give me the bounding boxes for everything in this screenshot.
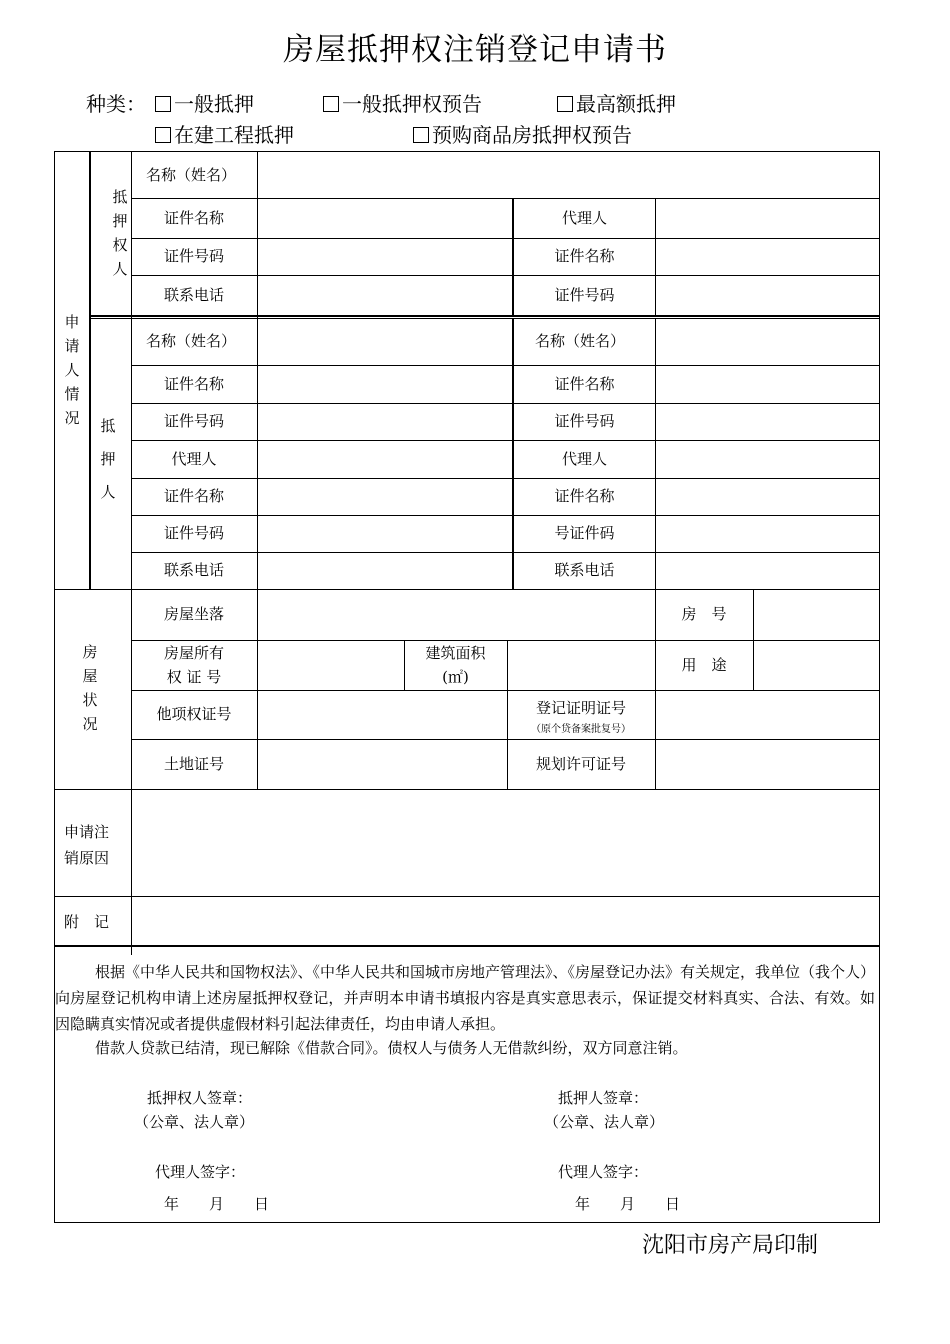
mortgagee-agent-label: 代理人 bbox=[561, 208, 607, 227]
mortgagor-signature-label: 抵押人签章： bbox=[558, 1089, 649, 1107]
type-option-presale[interactable]: 预购商品房抵押权预告 bbox=[413, 119, 632, 148]
checkbox[interactable] bbox=[155, 127, 171, 143]
cancel-reason-field[interactable] bbox=[133, 791, 878, 895]
type-option-construction[interactable]: 在建工程抵押 bbox=[155, 119, 294, 148]
checkbox[interactable] bbox=[413, 127, 429, 143]
mortgagor-left-agent-label: 代理人 bbox=[171, 449, 217, 468]
mortgagee-agent-field[interactable] bbox=[656, 199, 878, 237]
mortgagor-right-phone-label: 联系电话 bbox=[554, 561, 615, 580]
mortgagor-label: 抵 押 人 bbox=[100, 417, 116, 501]
other-cert-label: 他项权证号 bbox=[156, 705, 232, 724]
page-title: 房屋抵押权注销登记申请书 bbox=[283, 32, 667, 68]
mortgagee-name-label: 名称（姓名） bbox=[146, 165, 237, 184]
mortgagor-right-cert-name-label: 证件名称 bbox=[554, 374, 615, 393]
mortgagor-left-cert-name-label: 证件名称 bbox=[163, 374, 224, 393]
applicant-section-label: 申 请 人 情 况 bbox=[64, 313, 80, 427]
plan-permit-label: 规划许可证号 bbox=[535, 754, 626, 773]
cancel-reason-label: 申请注 销原因 bbox=[64, 823, 110, 867]
house-section-label: 房 屋 状 况 bbox=[82, 643, 98, 733]
left-agent-signature-label: 代理人签字： bbox=[155, 1163, 246, 1181]
printer-footer: 沈阳市房产局印制 bbox=[642, 1233, 819, 1258]
mortgagee-agent-cert-name-label: 证件名称 bbox=[554, 247, 615, 266]
settlement-paragraph: 借款人贷款已结清，现已解除《借款合同》。债权人与债务人无借款纠纷，双方同意注销。 bbox=[95, 1039, 688, 1057]
mortgagor-left-agent-cert-no-label: 证件号码 bbox=[163, 524, 224, 543]
type-option-general[interactable]: 一般抵押 bbox=[155, 88, 254, 117]
declaration-paragraph: 根据《中华人民共和国物权法》、《中华人民共和国城市房地产管理法》、《房屋登记办法》有关规定，我单位（我个人）向房屋登记机构申请上述房屋抵押权登记，并声明本申请书填报内容是真实意思表示，保证提交材料真实、合法、有效。如因隐瞒真实情况或者提供虚假材料引起法律责任，均由申请人承担。 bbox=[55, 963, 876, 1033]
house-location-label: 房屋坐落 bbox=[163, 605, 224, 624]
checkbox[interactable] bbox=[557, 96, 573, 112]
checkbox[interactable] bbox=[323, 96, 339, 112]
right-date: 年 月 日 bbox=[575, 1195, 681, 1213]
mortgagee-name-field[interactable] bbox=[258, 152, 878, 198]
right-agent-signature-label: 代理人签字： bbox=[558, 1163, 649, 1181]
mortgagor-right-name-label: 名称（姓名） bbox=[535, 332, 626, 351]
mortgagee-phone-label: 联系电话 bbox=[163, 285, 224, 304]
type-option-max-amount[interactable]: 最高额抵押 bbox=[557, 88, 676, 117]
mortgagee-cert-no-label: 证件号码 bbox=[163, 247, 224, 266]
left-date: 年 月 日 bbox=[164, 1195, 270, 1213]
mortgagor-right-agent-cert-name-label: 证件名称 bbox=[554, 487, 615, 506]
mortgagor-left-phone-label: 联系电话 bbox=[163, 561, 224, 580]
reg-cert-note: （原个贷备案批复号） bbox=[531, 723, 631, 735]
type-label: 种类： bbox=[86, 92, 146, 116]
remarks-label: 附 记 bbox=[64, 913, 110, 931]
remarks-field[interactable] bbox=[133, 898, 878, 944]
mortgagor-right-agent-cert-no-label: 号证件码 bbox=[554, 524, 615, 543]
type-option-general-preview[interactable]: 一般抵押权预告 bbox=[323, 88, 482, 117]
checkbox[interactable] bbox=[155, 96, 171, 112]
mortgagee-label: 抵 押 权 人 bbox=[112, 188, 128, 278]
mortgagee-cert-no-field[interactable] bbox=[258, 239, 511, 274]
mortgagor-left-agent-cert-name-label: 证件名称 bbox=[163, 487, 224, 506]
house-no-label: 房 号 bbox=[681, 605, 727, 624]
mortgagor-right-agent-label: 代理人 bbox=[561, 449, 607, 468]
ownership-cert-label: 房屋所有 权 证 号 bbox=[163, 644, 224, 686]
land-cert-label: 土地证号 bbox=[163, 754, 224, 773]
mortgagee-signature-label: 抵押权人签章： bbox=[147, 1089, 253, 1107]
mortgagee-cert-name-field[interactable] bbox=[258, 199, 511, 237]
mortgagor-seal-note: （公章、法人章） bbox=[544, 1113, 665, 1131]
reg-cert-label: 登记证明证号 bbox=[535, 698, 626, 717]
mortgagee-agent-cert-no-label: 证件号码 bbox=[554, 285, 615, 304]
usage-label: 用 途 bbox=[681, 655, 727, 674]
mortgagor-right-cert-no-label: 证件号码 bbox=[554, 412, 615, 431]
mortgagor-left-name-label: 名称（姓名） bbox=[146, 332, 237, 351]
area-label: 建筑面积 (㎡) bbox=[425, 644, 486, 686]
mortgagee-phone-field[interactable] bbox=[258, 276, 511, 314]
mortgagee-cert-name-label: 证件名称 bbox=[163, 208, 224, 227]
mortgagor-left-cert-no-label: 证件号码 bbox=[163, 412, 224, 431]
mortgagee-seal-note: （公章、法人章） bbox=[134, 1113, 255, 1131]
